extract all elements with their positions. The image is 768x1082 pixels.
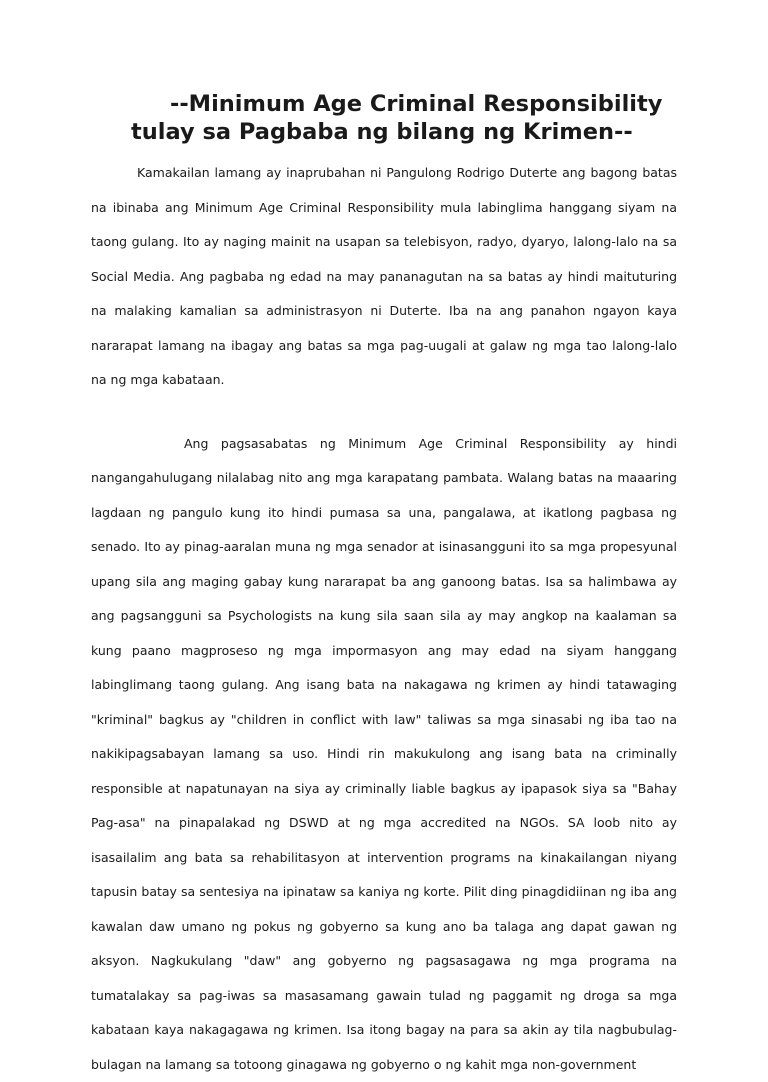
title-line-2: tulay sa Pagbaba ng bilang ng Krimen-- <box>0 118 768 146</box>
document-title <box>0 90 768 146</box>
title-line-1: --Minimum Age Criminal Responsibility <box>0 90 768 118</box>
body-paragraph-2: Ang pagsasabatas ng Minimum Age Criminal Responsibility ay hindi nangangahulugang nilalabag nito ang mga karapatang pambata. Walang batas na maaaring lagdaan ng pangulo kung ito hindi pumasa sa una, pangalawa, at ikatlong pagbasa ng senado. Ito ay pinag-aaralan muna ng mga senador at isinasangguni ito sa mga propesyunal upang sila ang maging gabay kung nararapat ba ang ganoong batas. Isa sa halimbawa ay ang pagsangguni sa Psychologists na kung sila saan sila ay may angkop na kaalaman sa kung paano magproseso ng mga impormasyon ang may edad na siyam hanggang labinglimang taong gulang. Ang isang bata na nakagawa ng krimen ay hindi tatawaging "kriminal" bagkus ay "children in conflict with law" taliwas sa mga sinasabi ng iba tao na nakikipagsabayan lamang sa uso. Hindi rin makukulong ang isang bata na criminally responsible at napatunayan na siya ay criminally liable bagkus ay ipapasok siya sa "Bahay Pag-asa" na pinapalakad ng DSWD at ng mga accredited na NGOs. SA loob nito ay isasailalim ang bata sa rehabilitasyon at intervention programs na kinakailangan niyang tapusin batay sa sentesiya na ipinataw sa kaniya ng korte. Pilit ding pinagdidiinan ng iba ang kawalan daw umano ng pokus ng gobyerno sa kung ano ba talaga ang dapat gawan ng aksyon. Nagkukulang "daw" ang gobyerno ng pagsasagawa ng mga programa na tumatalakay sa pag-iwas sa masasamang gawain tulad ng paggamit ng droga sa mga kabataan kaya nakagagawa ng krimen. Isa itong bagay na para sa akin ay tila nagbubulag-bulagan na lamang sa totoong ginagawa ng gobyerno o ng kahit mga non-government <box>91 427 677 1082</box>
body-paragraph-1: Kamakailan lamang ay inaprubahan ni Pangulong Rodrigo Duterte ang bagong batas na ibinaba ang Minimum Age Criminal Responsibility mula labinglima hanggang siyam na taong gulang. Ito ay naging mainit na usapan sa telebisyon, radyo, dyaryo, lalong-lalo na sa Social Media. Ang pagbaba ng edad na may pananagutan na sa batas ay hindi maituturing na malaking kamalian sa administrasyon ni Duterte. Iba na ang panahon ngayon kaya nararapat lamang na ibagay ang batas sa mga pag-uugali at galaw ng mga tao lalong-lalo na ng mga kabataan. <box>91 156 677 398</box>
document-body <box>91 156 677 1082</box>
